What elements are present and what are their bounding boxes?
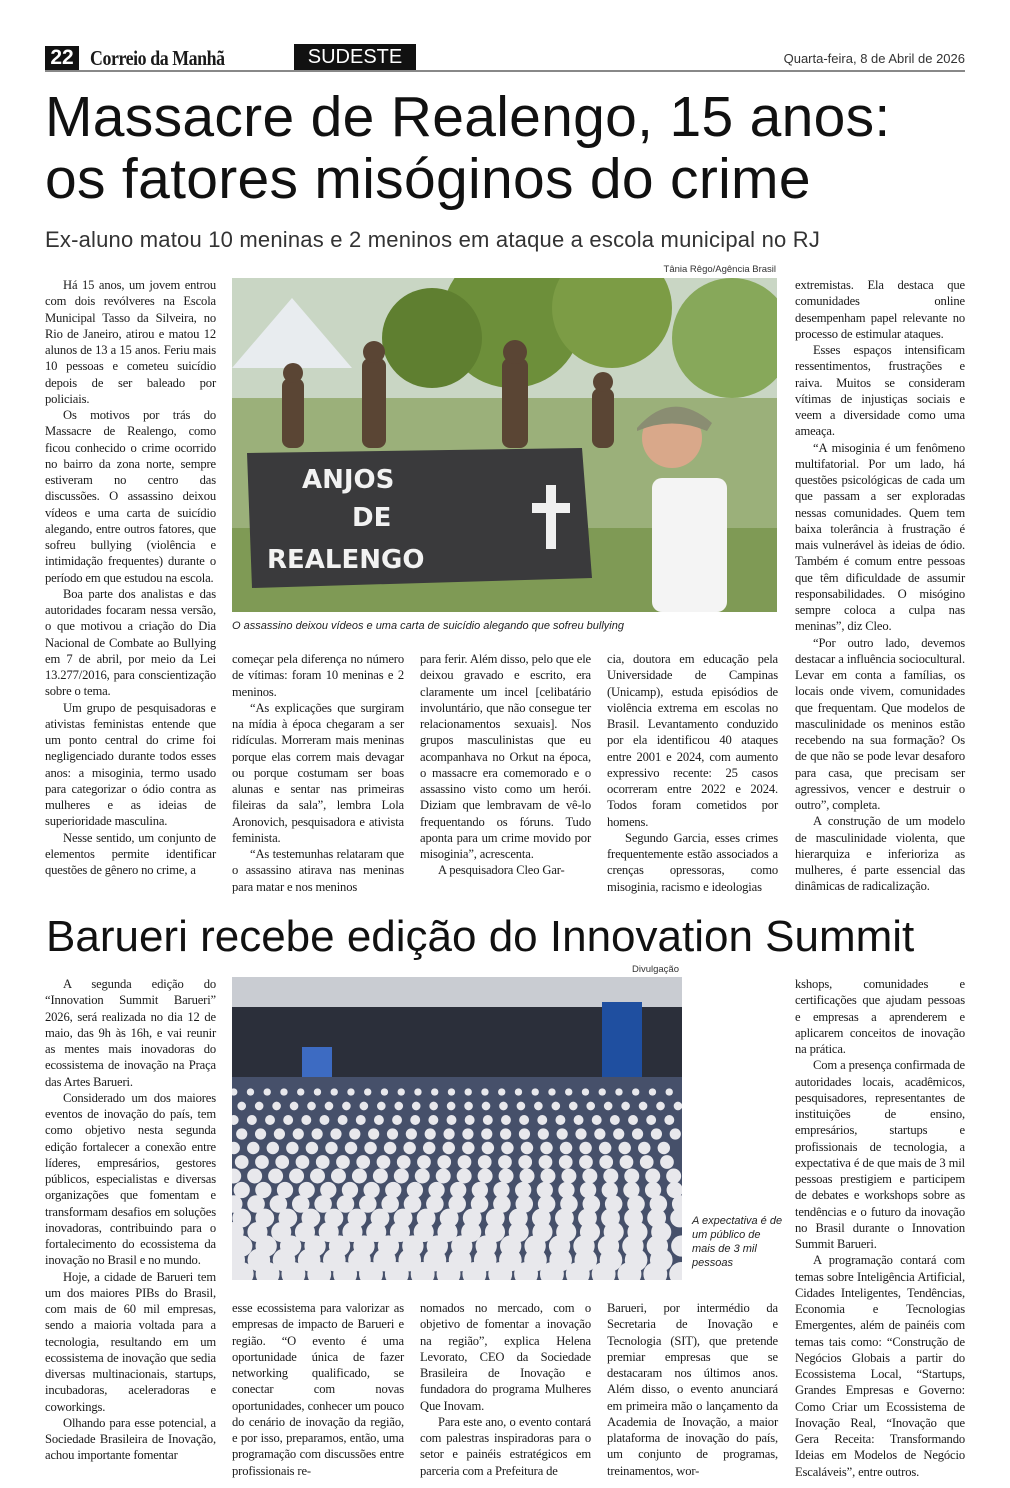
paragraph: Um grupo de pesquisadoras e ativistas feministas entende que um ponto central do crime foi negligenciado durante todos esses anos: a misoginia, termo usado para categorizar o ódio contra as mulheres e as ideias de superioridade masculina.	[45, 700, 216, 829]
audience-member	[373, 1169, 388, 1184]
audience-member	[447, 1102, 456, 1111]
paragraph: Considerado um dos maiores eventos de inovação do país, tem como objetivo nesta segunda edição fortalecer a conexão entre líderes, empresários, gestores públicos, especialistas e diversas organizações que fomentam e transformam desafios em soluções inovadoras, contribuindo para o fortalecimento do ecossistema da inovação no Brasil e no mundo.	[45, 1090, 216, 1268]
article1-headline	[45, 86, 975, 210]
audience-member	[464, 1102, 473, 1111]
article1-column-5	[795, 277, 965, 895]
audience-member	[374, 1115, 384, 1125]
audience-member	[519, 1115, 529, 1125]
audience-member	[582, 1088, 589, 1095]
audience-member	[415, 1169, 430, 1184]
audience-member	[377, 1155, 391, 1169]
audience-member	[540, 1169, 555, 1184]
audience-member	[331, 1088, 338, 1095]
photo-credit: Tânia Rêgo/Agência Brasil	[663, 264, 776, 275]
audience-member	[423, 1142, 435, 1154]
audience-member	[582, 1169, 597, 1184]
audience-member	[247, 1169, 262, 1184]
audience-member	[660, 1155, 674, 1169]
audience-member	[537, 1115, 547, 1125]
paragraph: Para este ano, o evento contará com palestras inspiradoras para o setor e painéis estratégicos em parceria com a Prefeitura de	[420, 1414, 591, 1478]
audience-member	[613, 1128, 624, 1139]
audience-member	[465, 1115, 475, 1125]
audience-member	[394, 1169, 409, 1184]
audience-member	[501, 1142, 513, 1154]
audience-member	[565, 1088, 572, 1095]
audience-member	[307, 1102, 316, 1111]
audience-member	[368, 1128, 379, 1139]
audience-member	[387, 1128, 398, 1139]
article1-subtitle: Ex-aluno matou 10 meninas e 2 meninos em ataque a escola municipal no RJ	[45, 227, 821, 252]
article1-column-1	[45, 277, 216, 878]
audience-member	[297, 1088, 304, 1095]
header-rule	[45, 70, 965, 72]
audience-member	[337, 1195, 355, 1213]
audience-member	[274, 1128, 285, 1139]
audience-member	[293, 1128, 304, 1139]
paragraph: A segunda edição do “Innovation Summit Barueri” 2026, será realizada no dia 12 de maio, das 9h às 16h, e vai reunir as mentes mais inovadoras do ecossistema de inovação na Praça das Artes Barueri.	[45, 977, 216, 1089]
audience-member	[336, 1155, 350, 1169]
audience-member	[457, 1169, 472, 1184]
paragraph: “Por outro lado, devemos destacar a influência sociocultural. Levar em conta a famílias, os locais onde vivem, comunidades que frequentam. Que modelos de masculinidade os meninos estão recebendo na sua formação? Os de que não se pode levar desaforo para casa, que precisam ser agressivos, vencer e destruir o outro”, completa.	[795, 635, 965, 812]
article2-column-5	[795, 976, 965, 1480]
audience-member	[520, 1169, 535, 1184]
audience-member	[666, 1169, 681, 1184]
audience-member	[265, 1115, 275, 1125]
audience-member	[478, 1155, 492, 1169]
paragraph: A construção de um modelo de masculinidade violenta, que hierarquiza e inferioriza as mulheres, é parte essencial das dinâmicas de radicalização.	[795, 814, 965, 894]
audience-member	[345, 1142, 357, 1154]
paragraph: Segundo Garcia, esses crimes frequentemente estão associados a crenças opressoras, como misoginia, racismo e ideologias	[607, 830, 778, 894]
paragraph: A programação contará com temas sobre Inteligência Artificial, Cidades Inteligentes, Tendências, Economia e Tecnologias Emergentes, além de painéis com temas tais como: “Construção de Negócios Globais a partir do Ecossistema Local, “Startups, Grandes Empresas e Governo: Como Criar um Ecossistema de Inovação Real, “Inovação que Gera Receita: Transformando Ideias em Modelos de Negócio Escaláveis”, entre outros.	[795, 1253, 965, 1479]
paragraph: Há 15 anos, um jovem entrou com dois revólveres na Escola Municipal Tasso da Silveira, no Rio de Janeiro, atirou e matou 12 alunos de 13 a 15 anos. Feriu mais 10 pessoas e cometeu suicídio depois de ser baleado por policiais.	[45, 278, 216, 406]
audience-member	[646, 1115, 656, 1125]
audience-member	[483, 1115, 493, 1125]
audience-member	[296, 1155, 310, 1169]
audience-member	[638, 1142, 650, 1154]
audience-member	[462, 1128, 473, 1139]
audience-member	[272, 1102, 281, 1111]
audience-member	[574, 1115, 584, 1125]
audience-member	[664, 1115, 674, 1125]
audience-member	[325, 1102, 334, 1111]
article1-column-2	[232, 651, 404, 895]
audience-member	[534, 1102, 543, 1111]
audience-member	[599, 1155, 613, 1169]
audience-member	[264, 1088, 271, 1095]
audience-member	[406, 1128, 417, 1139]
audience-member	[478, 1169, 493, 1184]
issue-date: Quarta-feira, 8 de Abril de 2026	[783, 51, 965, 66]
audience-member	[235, 1155, 249, 1169]
audience-member	[310, 1169, 325, 1184]
audience-member	[569, 1102, 578, 1111]
paragraph: começar pela diferença no número de vítimas: foram 10 meninas e 2 meninos.	[232, 652, 404, 699]
article1-column-4	[607, 651, 778, 895]
audience-member	[579, 1142, 591, 1154]
audience-member	[599, 1142, 611, 1154]
paragraph: Os motivos por trás do Massacre de Realengo, como ficou conhecido o crime ocorrido no bairro da zona norte, sempre estiveram no centro das discussões. O assassino deixou vídeos e uma carta de suicídio alegando, entre outros fatores, que sofreu bullying (violência e intimidação frequentes) durante o período em que estudou na escola.	[45, 408, 216, 585]
audience-member	[283, 1115, 293, 1125]
audience-member	[312, 1128, 323, 1139]
article2-column-4	[607, 1300, 778, 1479]
paragraph: Nesse sentido, um conjunto de elementos permite identificar questões de gênero no crime, a	[45, 830, 216, 877]
audience-member	[314, 1088, 321, 1095]
audience-member	[381, 1088, 388, 1095]
paragraph: cia, doutora em educação pela Universidade de Campinas (Unicamp), estuda episódios de violência extrema em escolas no Brasil. Levantamento conduzido por ela identificou 40 ataques entre 2001 e 2024, com aumento expressivo recente: 25 casos ocorreram entre 2022 e 2024. Todos foram cometidos por homens.	[607, 652, 778, 829]
audience-member	[517, 1102, 526, 1111]
audience-member	[443, 1128, 454, 1139]
audience-member	[342, 1102, 351, 1111]
article2-headline: Barueri recebe edição do Innovation Summit	[46, 912, 915, 961]
audience-member	[500, 1128, 511, 1139]
audience-member	[255, 1155, 269, 1169]
audience-member	[364, 1142, 376, 1154]
audience-member	[398, 1088, 405, 1095]
photo-caption: O assassino deixou vídeos e uma carta de suicídio alegando que sofreu bullying	[232, 620, 624, 632]
audience-member	[431, 1088, 438, 1095]
paragraph: Olhando para esse potencial, a Sociedade Brasileira de Inovação, achou importante fomentar	[45, 1415, 216, 1463]
audience-member	[330, 1128, 341, 1139]
paragraph: kshops, comunidades e certificações que ajudam pessoas e empresas a aprenderem e aplicarem conceitos de inovação na prática.	[795, 977, 965, 1056]
audience-member	[610, 1115, 620, 1125]
audience-member	[594, 1128, 605, 1139]
audience-member	[628, 1115, 638, 1125]
audience-member	[268, 1169, 283, 1184]
audience-member	[499, 1169, 514, 1184]
audience-member	[331, 1169, 346, 1184]
audience-member	[561, 1169, 576, 1184]
audience-member	[247, 1115, 257, 1125]
page-number: 22	[45, 46, 79, 70]
audience-member	[377, 1102, 386, 1111]
audience-member	[352, 1169, 367, 1184]
audience-member	[666, 1088, 673, 1095]
paragraph: extremistas. Ela destaca que comunidades online desempenham papel relevante no processo de estimular ataques.	[795, 278, 965, 341]
audience-member	[289, 1169, 304, 1184]
audience-member	[599, 1088, 606, 1095]
audience-member	[482, 1102, 491, 1111]
paragraph: Com a presença confirmada de autoridades locais, acadêmicos, pesquisadores, representantes de instituições de ensino, empresários, startups e profissionais de tecnologia, a expectativa é de que mais de 3 mil pessoas prestigiem e participem de debates e workshops sobre as tendências e o futuro da inovação no Brasil durante o Innovation Summit Barueri.	[795, 1058, 965, 1251]
audience-member	[360, 1102, 369, 1111]
photo-credit: Divulgação	[632, 964, 679, 975]
audience-member	[481, 1128, 492, 1139]
photo-caption: A expectativa é de um público de mais de 3 mil pessoas	[692, 1215, 783, 1269]
article2-column-1	[45, 976, 216, 1464]
paragraph: esse ecossistema para valorizar as empresas de impacto de Barueri e região. “O evento é uma oportunidade única de fazer networking qualificado, se conectar com novas oportunidades, conhecer um pouco do cenário de inovação da região, e por isso, preparamos, então, uma programação com discussões entre profissionais re-	[232, 1301, 404, 1478]
audience-member	[592, 1115, 602, 1125]
audience-member	[656, 1102, 665, 1111]
audience-member	[482, 1142, 494, 1154]
audience-member	[306, 1142, 318, 1154]
audience-member	[429, 1102, 438, 1111]
audience-member	[645, 1169, 660, 1184]
article2-photo	[232, 977, 682, 1280]
newspaper-logo: Correio da Manhã	[90, 46, 225, 70]
audience-member	[539, 1155, 553, 1169]
audience-member	[674, 1102, 682, 1111]
audience-member	[275, 1155, 289, 1169]
audience-member	[586, 1102, 595, 1111]
paragraph: “A misoginia é um fenômeno multifatorial. Por um lado, há questões psicológicas de cada um que passam a ser exploradas nessas comunidades. Quem tem baixa tolerância à frustração é mais vulnerável às ideias de ódio. Também é comum entre pessoas que têm dificuldade de assumir responsabilidades. O misógino sempre coloca a culpa nas meninas”, diz Cleo.	[795, 440, 965, 634]
audience-member	[290, 1102, 299, 1111]
audience-member	[518, 1155, 532, 1169]
audience-member	[639, 1102, 648, 1111]
audience-member	[498, 1155, 512, 1169]
audience-member	[532, 1088, 539, 1095]
audience-member	[618, 1142, 630, 1154]
audience-member	[356, 1115, 366, 1125]
audience-member	[267, 1142, 279, 1154]
audience-member	[356, 1155, 370, 1169]
audience-member	[579, 1155, 593, 1169]
audience-member	[448, 1088, 455, 1095]
audience-member	[437, 1155, 451, 1169]
audience-member	[447, 1115, 457, 1125]
audience-member	[237, 1102, 246, 1111]
audience-member	[521, 1142, 533, 1154]
audience-member	[349, 1128, 360, 1139]
audience-member	[417, 1155, 431, 1169]
audience-member	[458, 1155, 472, 1169]
audience-member	[338, 1115, 348, 1125]
paragraph: para ferir. Além disso, pelo que ele deixou gravado e escrito, era claramente um incel [celibatário involuntário, que não consegue ter relacionamentos sexuais]. Nos grupos masculinistas que eu acompanhava no Orkut na época, o massacre era comemorado e o assassino visto como um herói. Diziam que lembravam de vê-lo frequentando os fóruns. Tudo aponta para um crime movido por misoginia”, acrescenta.	[420, 652, 591, 861]
audience-member	[384, 1142, 396, 1154]
audience-member	[540, 1142, 552, 1154]
audience-member	[551, 1102, 560, 1111]
audience-member	[658, 1142, 670, 1154]
audience-member	[557, 1128, 568, 1139]
article2-column-3	[420, 1300, 591, 1479]
audience-member	[280, 1088, 287, 1095]
audience-member	[640, 1155, 654, 1169]
audience-member	[632, 1088, 639, 1095]
audience-member	[436, 1169, 451, 1184]
paragraph: “As explicações que surgiram na mídia à época chegaram a ser ridículas. Morreram mais meninas porque elas correm mais devagar ou porque costumam ser boas alunas e sentar nas primeiras fileiras da sala”, lembra Lola Aronovich, pesquisadora e ativista feminista.	[232, 700, 404, 845]
audience-member	[397, 1155, 411, 1169]
audience-member	[462, 1142, 474, 1154]
audience-member	[316, 1155, 330, 1169]
audience-member	[286, 1142, 298, 1154]
audience-member	[255, 1102, 264, 1111]
audience-member	[364, 1088, 371, 1095]
audience-member	[247, 1088, 254, 1095]
audience-member	[548, 1088, 555, 1095]
audience-member	[443, 1142, 455, 1154]
audience-member	[247, 1142, 259, 1154]
audience-member	[410, 1115, 420, 1125]
article1-photo	[232, 278, 777, 612]
audience-member	[412, 1102, 421, 1111]
audience-member	[498, 1088, 505, 1095]
audience-member	[538, 1128, 549, 1139]
headline-line-2: os fatores misóginos do crime	[45, 147, 811, 211]
audience-member	[481, 1088, 488, 1095]
audience-member	[392, 1115, 402, 1125]
paragraph: A pesquisadora Cleo Gar-	[438, 863, 565, 878]
paragraph: Boa parte dos analistas e das autoridades focaram nessa versão, o que motivou a criação do Dia Nacional de Combate ao Bullying em 7 de abril, por meio da Lei 13.277/2016, para conscientização sobre o tema.	[45, 586, 216, 699]
audience-member	[575, 1128, 586, 1139]
audience-member	[555, 1115, 565, 1125]
audience-member	[624, 1169, 639, 1184]
audience-member	[560, 1142, 572, 1154]
audience-member	[649, 1088, 656, 1095]
audience-member	[499, 1102, 508, 1111]
audience-member	[325, 1142, 337, 1154]
headline-line-1: Massacre de Realengo, 15 anos:	[45, 85, 891, 149]
audience-member	[620, 1155, 634, 1169]
section-label: SUDESTE	[294, 44, 416, 70]
audience-member	[320, 1115, 330, 1125]
audience-member	[559, 1155, 573, 1169]
audience-member	[255, 1128, 266, 1139]
audience-member	[347, 1088, 354, 1095]
audience-member	[428, 1115, 438, 1125]
article1-column-3	[420, 651, 591, 879]
audience-member	[603, 1169, 618, 1184]
banner-text: ANJOS DE REALENGO	[267, 465, 425, 575]
audience-member	[414, 1088, 421, 1095]
audience-member	[465, 1088, 472, 1095]
audience-member	[515, 1088, 522, 1095]
article2-column-2	[232, 1300, 404, 1479]
audience-member	[501, 1115, 511, 1125]
audience-member	[651, 1128, 662, 1139]
audience-member	[519, 1128, 530, 1139]
audience-member	[632, 1128, 643, 1139]
audience-member	[670, 1128, 681, 1139]
audience-member	[301, 1115, 311, 1125]
paragraph: nomados no mercado, com o objetivo de fomentar a inovação na região”, explica Helena Levorato, CEO da Sociedade Brasileira de Inovação e fundadora do programa Mulheres Que Inovam.	[420, 1301, 591, 1413]
audience-member	[403, 1142, 415, 1154]
audience-member	[394, 1102, 403, 1111]
audience-member	[604, 1102, 613, 1111]
paragraph: Hoje, a cidade de Barueri tem um dos maiores PIBs do Brasil, com mais de 60 mil empresas, sendo a maioria voltada para a tecnologia, resultando em um ecossistema de inovação que sedia diversas multinacionais, startups, incubadoras, aceleradoras e coworkings.	[45, 1269, 216, 1414]
paragraph: Esses espaços intensificam ressentimentos, frustrações e raiva. Muitos se consideram vítimas de injustiças sociais e veem a diversidade como uma ameaça.	[795, 343, 965, 439]
audience-member	[621, 1102, 630, 1111]
audience-member	[425, 1128, 436, 1139]
paragraph: Barueri, por intermédio da Secretaria de Inovação e Tecnologia (SIT), que pretende premiar empresas que se destacaram nos últimos anos. Além disso, o evento anunciará em primeira mão o lançamento da Academia de Inovação, a maior plataforma de inovação do país, um conjunto de programas, treinamentos, wor-	[607, 1301, 778, 1478]
audience-member	[615, 1088, 622, 1095]
paragraph: “As testemunhas relataram que o assassino atirava nas meninas para matar e nos meninos	[232, 847, 404, 894]
audience-member	[236, 1128, 247, 1139]
